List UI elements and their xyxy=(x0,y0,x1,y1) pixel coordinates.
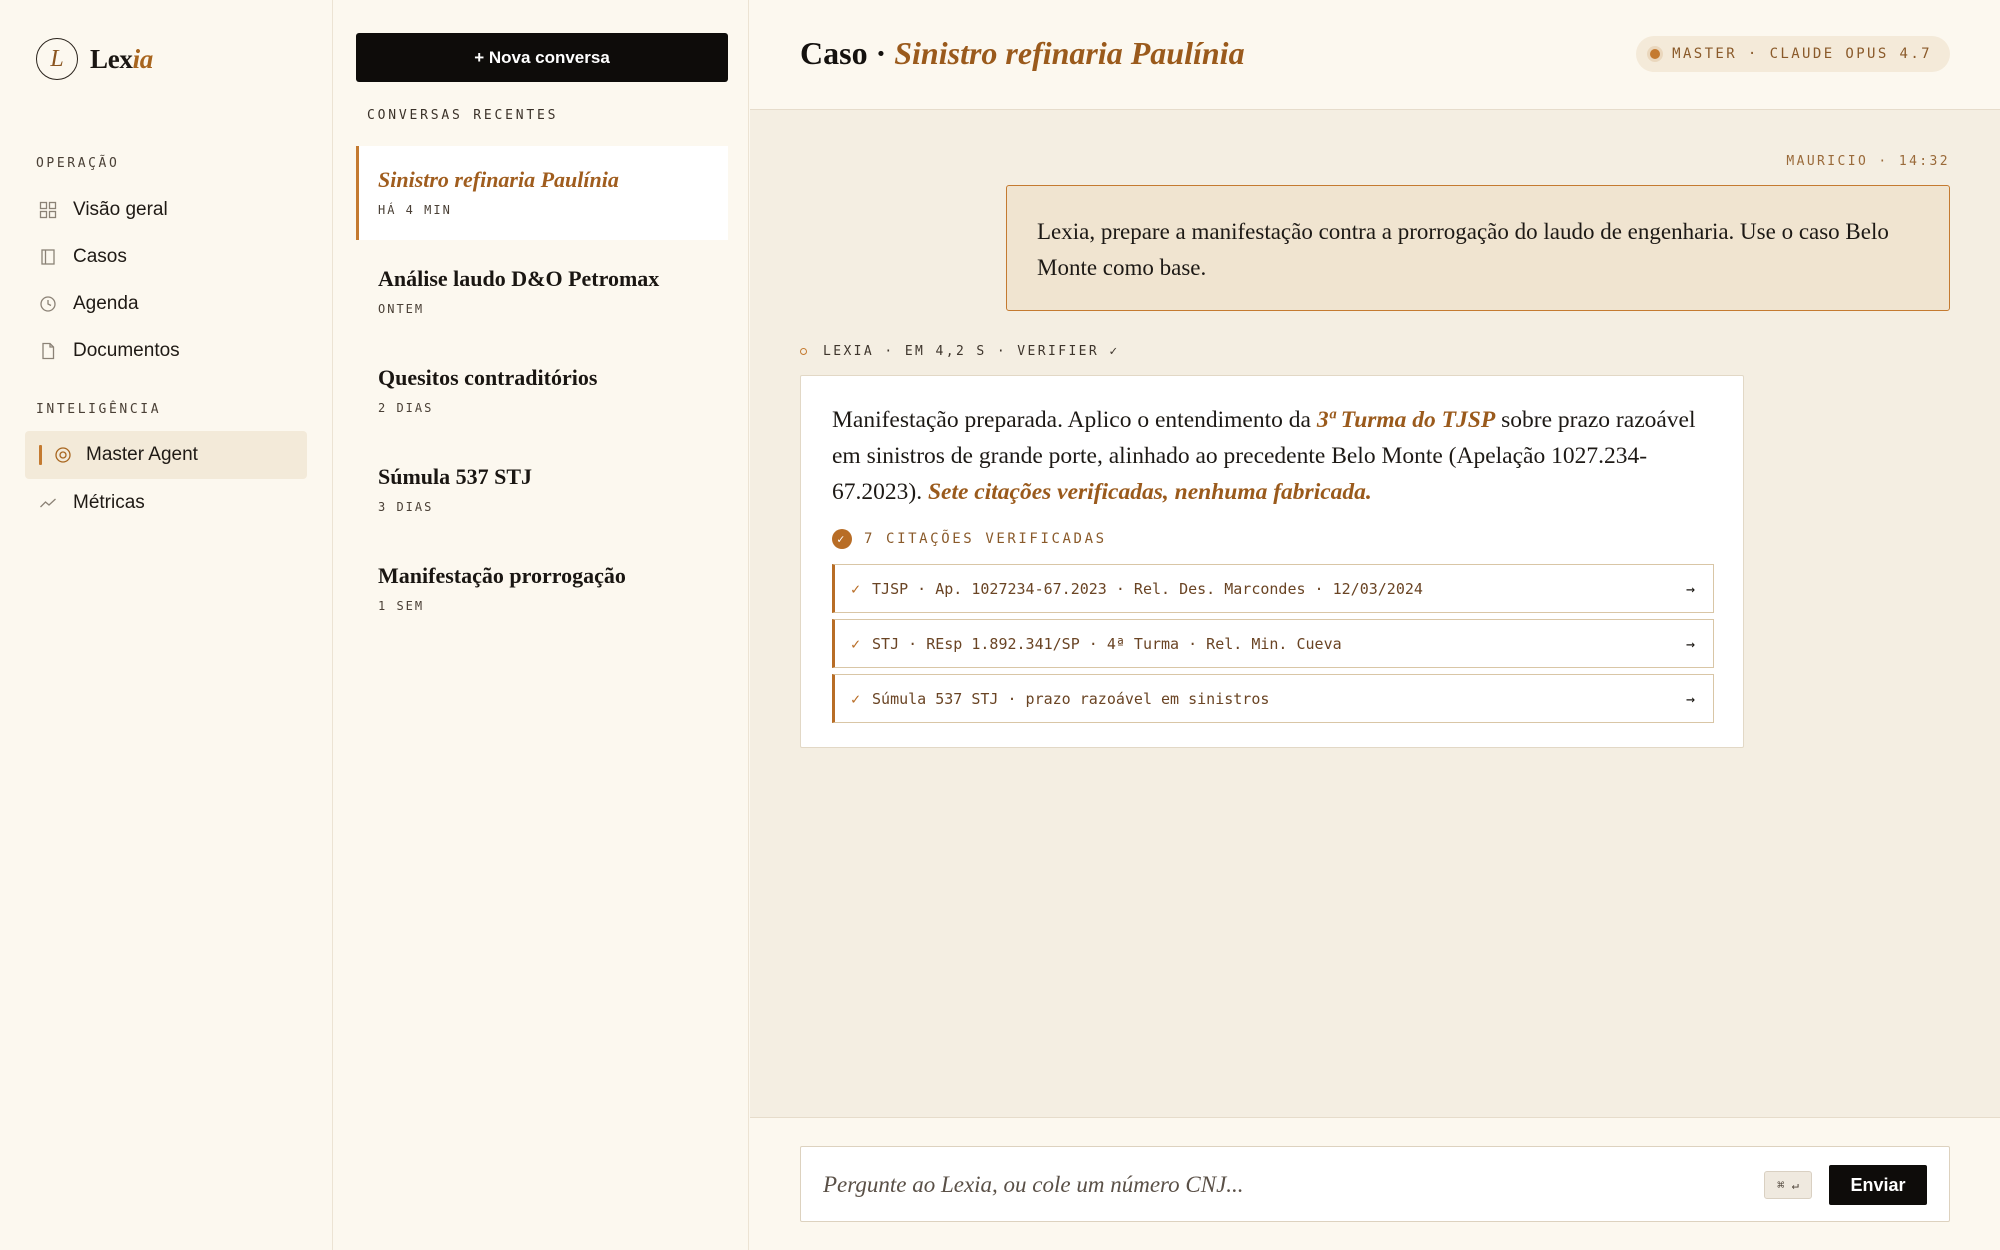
logo[interactable] xyxy=(36,38,153,80)
conversation-item[interactable] xyxy=(356,542,728,636)
conversation-title: Quesitos contraditórios xyxy=(378,365,598,390)
sidebar-item-master-agent[interactable] xyxy=(25,431,307,479)
logo-name-accent: ia xyxy=(132,43,153,74)
user-message-meta: MAURICIO · 14:32 xyxy=(1786,154,1950,169)
agent-message xyxy=(800,375,1744,748)
send-button[interactable]: Enviar xyxy=(1829,1165,1927,1205)
conversation-title: Análise laudo D&O Petromax xyxy=(378,266,660,291)
check-icon: ✓ xyxy=(851,579,861,598)
conversations-panel xyxy=(333,0,749,1250)
target-icon xyxy=(54,446,72,464)
model-badge[interactable] xyxy=(1636,36,1950,72)
check-icon: ✓ xyxy=(851,689,861,708)
composer-area xyxy=(750,1117,2000,1250)
logo-name-main: Lex xyxy=(90,43,133,74)
sidebar-nav xyxy=(0,0,333,1250)
case-header xyxy=(750,0,2000,110)
check-icon: ✓ xyxy=(851,634,861,653)
agent-meta-label: LEXIA · EM 4,2 S · VERIFIER ✓ xyxy=(823,344,1120,359)
active-indicator xyxy=(39,445,42,465)
case-name: Sinistro refinaria Paulínia xyxy=(894,35,1245,71)
citation-item[interactable] xyxy=(832,564,1714,613)
agent-text-highlight: Sete citações verificadas, nenhuma fabricada. xyxy=(927,479,1372,505)
sidebar-item-metricas[interactable] xyxy=(25,479,307,527)
agent-text-highlight: 3ª Turma do TJSP xyxy=(1316,407,1496,433)
conversation-time: ONTEM xyxy=(378,302,425,316)
conversations-heading: CONVERSAS RECENTES xyxy=(367,108,559,123)
check-circle-icon: ✓ xyxy=(832,529,852,549)
citation-text: Súmula 537 STJ · prazo razoável em sinistros xyxy=(872,689,1270,708)
conversation-title: Súmula 537 STJ xyxy=(378,464,533,489)
new-conversation-button[interactable]: + Nova conversa xyxy=(356,33,728,82)
conversation-item[interactable] xyxy=(356,245,728,339)
conversation-title: Manifestação prorrogação xyxy=(378,563,626,588)
citation-item[interactable] xyxy=(832,619,1714,668)
status-dot-icon xyxy=(1650,49,1660,59)
sidebar-item-agenda[interactable] xyxy=(25,280,307,328)
logo-mark: L xyxy=(36,38,78,80)
conversation-time: 2 DIAS xyxy=(378,401,434,415)
sidebar-item-label: Agenda xyxy=(73,293,139,314)
agent-status-ring-icon xyxy=(800,348,807,355)
sidebar-item-label: Documentos xyxy=(73,340,180,361)
nav-section-inteligencia: INTELIGÊNCIA xyxy=(36,402,162,417)
agent-text-part: sobre prazo razoável em sinistros de grande porte, alinhado ao precedente Belo Monte (Apelação 1027.234-67.2023). xyxy=(832,407,1696,505)
case-title-prefix: Caso · xyxy=(800,35,895,71)
citation-text: TJSP · Ap. 1027234-67.2023 · Rel. Des. Marcondes · 12/03/2024 xyxy=(872,579,1423,598)
arrow-right-icon: → xyxy=(1685,689,1695,708)
citations-heading xyxy=(832,529,1107,549)
agent-message-meta xyxy=(800,344,1120,359)
citation-text: STJ · REsp 1.892.341/SP · 4ª Turma · Rel. Min. Cueva xyxy=(872,634,1342,653)
sidebar-item-label: Casos xyxy=(73,246,127,267)
conversation-time: HÁ 4 MIN xyxy=(378,203,452,217)
sidebar-item-casos[interactable] xyxy=(25,233,307,281)
citations-heading-label: 7 CITAÇÕES VERIFICADAS xyxy=(864,531,1107,547)
conversation-title: Sinistro refinaria Paulínia xyxy=(378,167,619,192)
conversation-item[interactable] xyxy=(356,443,728,537)
clock-icon xyxy=(39,295,57,313)
grid-icon xyxy=(39,201,57,219)
model-badge-label: MASTER · CLAUDE OPUS 4.7 xyxy=(1672,46,1932,62)
nav-section-operacao: OPERAÇÃO xyxy=(36,156,120,171)
conversation-item[interactable] xyxy=(356,344,728,438)
conversation-time: 1 SEM xyxy=(378,599,425,613)
message-input[interactable] xyxy=(823,1165,1723,1205)
sidebar-item-label: Métricas xyxy=(73,492,145,513)
user-message: Lexia, prepare a manifestação contra a prorrogação do laudo de engenharia. Use o caso Belo Monte como base. xyxy=(1006,185,1950,311)
page-title xyxy=(800,35,1245,72)
sidebar-item-label: Visão geral xyxy=(73,199,168,220)
sidebar-item-visao-geral[interactable] xyxy=(25,186,307,234)
document-icon xyxy=(39,342,57,360)
folder-icon xyxy=(39,248,57,266)
chat-main xyxy=(750,0,2000,1250)
sidebar-item-documentos[interactable] xyxy=(25,327,307,375)
arrow-right-icon: → xyxy=(1685,579,1695,598)
agent-message-text xyxy=(832,402,1722,510)
trend-icon xyxy=(39,494,57,512)
conversation-item[interactable] xyxy=(356,146,728,240)
logo-wordmark xyxy=(90,44,153,75)
keyboard-shortcut-hint: ⌘ ↵ xyxy=(1764,1171,1812,1199)
composer xyxy=(800,1146,1950,1222)
arrow-right-icon: → xyxy=(1685,634,1695,653)
sidebar-item-label: Master Agent xyxy=(86,444,198,465)
agent-text-part: Manifestação preparada. Aplico o entendimento da xyxy=(832,407,1317,433)
conversation-time: 3 DIAS xyxy=(378,500,434,514)
citation-item[interactable] xyxy=(832,674,1714,723)
